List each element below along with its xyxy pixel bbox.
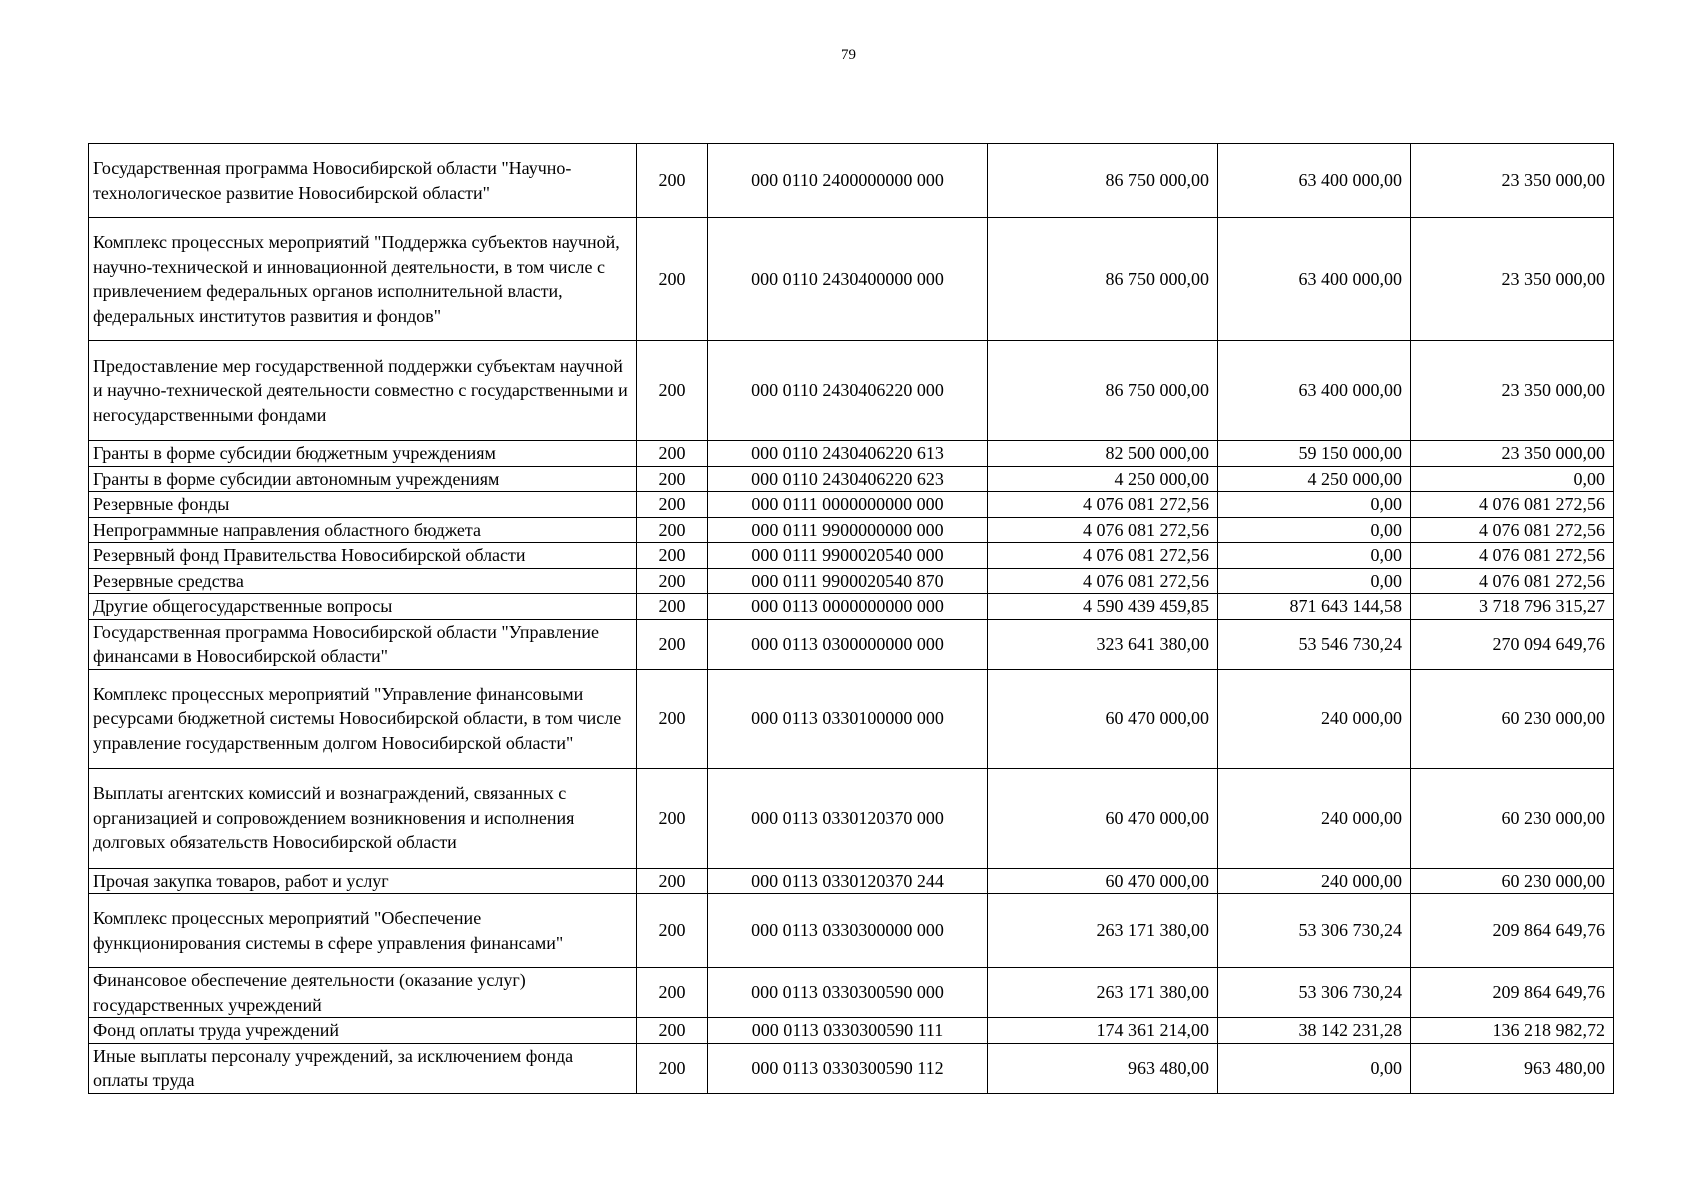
row-name-cell: Выплаты агентских комиссий и вознаграждений, связанных с организацией и сопровождением возникновения и исполнения долговых обязательств Новосибирской области (89, 768, 637, 868)
row-amount-executed-cell: 0,00 (1218, 543, 1411, 569)
table-row (89, 768, 1614, 868)
row-admin-code-cell: 200 (637, 868, 708, 894)
row-amount-approved-cell: 263 171 380,00 (988, 968, 1218, 1018)
row-amount-executed-cell: 0,00 (1218, 568, 1411, 594)
row-amount-remaining-cell: 270 094 649,76 (1411, 619, 1614, 669)
row-amount-remaining-cell: 23 350 000,00 (1411, 218, 1614, 341)
row-budget-code-cell: 000 0110 2430406220 000 (708, 341, 988, 441)
row-name-cell: Гранты в форме субсидии автономным учреждениям (89, 466, 637, 492)
table-row (89, 894, 1614, 968)
row-amount-remaining-cell: 4 076 081 272,56 (1411, 492, 1614, 518)
row-amount-approved-cell: 86 750 000,00 (988, 144, 1218, 218)
row-amount-remaining-cell: 60 230 000,00 (1411, 768, 1614, 868)
row-amount-approved-cell: 263 171 380,00 (988, 894, 1218, 968)
row-budget-code-cell: 000 0111 9900020540 870 (708, 568, 988, 594)
table-row (89, 968, 1614, 1018)
table-row (89, 341, 1614, 441)
row-budget-code-cell: 000 0113 0330300000 000 (708, 894, 988, 968)
row-amount-approved-cell: 60 470 000,00 (988, 768, 1218, 868)
page-number: 79 (841, 47, 856, 63)
row-amount-remaining-cell: 23 350 000,00 (1411, 341, 1614, 441)
row-amount-approved-cell: 4 076 081 272,56 (988, 543, 1218, 569)
row-amount-executed-cell: 240 000,00 (1218, 868, 1411, 894)
row-name-cell: Комплекс процессных мероприятий "Обеспечение функционирования системы в сфере управления финансами" (89, 894, 637, 968)
row-name-cell: Финансовое обеспечение деятельности (оказание услуг) государственных учреждений (89, 968, 637, 1018)
row-budget-code-cell: 000 0110 2430406220 613 (708, 441, 988, 467)
row-amount-approved-cell: 963 480,00 (988, 1043, 1218, 1093)
row-amount-remaining-cell: 0,00 (1411, 466, 1614, 492)
row-amount-remaining-cell: 23 350 000,00 (1411, 144, 1614, 218)
row-budget-code-cell: 000 0110 2430400000 000 (708, 218, 988, 341)
row-admin-code-cell: 200 (637, 543, 708, 569)
row-amount-approved-cell: 4 076 081 272,56 (988, 568, 1218, 594)
row-amount-approved-cell: 86 750 000,00 (988, 218, 1218, 341)
row-admin-code-cell: 200 (637, 594, 708, 620)
row-amount-executed-cell: 4 250 000,00 (1218, 466, 1411, 492)
row-amount-executed-cell: 0,00 (1218, 1043, 1411, 1093)
row-amount-remaining-cell: 23 350 000,00 (1411, 441, 1614, 467)
table-row (89, 543, 1614, 569)
row-name-cell: Государственная программа Новосибирской области "Научно-технологическое развитие Новосибирской области" (89, 144, 637, 218)
table-row (89, 441, 1614, 467)
row-amount-remaining-cell: 60 230 000,00 (1411, 669, 1614, 768)
row-admin-code-cell: 200 (637, 1018, 708, 1044)
row-budget-code-cell: 000 0113 0000000000 000 (708, 594, 988, 620)
budget-table-body (89, 144, 1614, 1094)
row-amount-approved-cell: 82 500 000,00 (988, 441, 1218, 467)
row-budget-code-cell: 000 0113 0330100000 000 (708, 669, 988, 768)
row-name-cell: Прочая закупка товаров, работ и услуг (89, 868, 637, 894)
row-admin-code-cell: 200 (637, 669, 708, 768)
row-admin-code-cell: 200 (637, 619, 708, 669)
row-name-cell: Гранты в форме субсидии бюджетным учреждениям (89, 441, 637, 467)
row-name-cell: Иные выплаты персоналу учреждений, за исключением фонда оплаты труда (89, 1043, 637, 1093)
row-amount-remaining-cell: 3 718 796 315,27 (1411, 594, 1614, 620)
row-admin-code-cell: 200 (637, 492, 708, 518)
row-amount-executed-cell: 53 306 730,24 (1218, 894, 1411, 968)
row-amount-executed-cell: 0,00 (1218, 492, 1411, 518)
row-name-cell: Комплекс процессных мероприятий "Поддержка субъектов научной, научно-технической и инновационной деятельности, в том числе с привлечением федеральных органов исполнительной власти, федеральных институтов развития и фондов" (89, 218, 637, 341)
row-admin-code-cell: 200 (637, 768, 708, 868)
row-name-cell: Комплекс процессных мероприятий "Управление финансовыми ресурсами бюджетной системы Новосибирской области, в том числе управление государственным долгом Новосибирской области" (89, 669, 637, 768)
row-name-cell: Непрограммные направления областного бюджета (89, 517, 637, 543)
row-amount-executed-cell: 0,00 (1218, 517, 1411, 543)
row-amount-executed-cell: 240 000,00 (1218, 669, 1411, 768)
row-amount-remaining-cell: 4 076 081 272,56 (1411, 517, 1614, 543)
row-amount-remaining-cell: 4 076 081 272,56 (1411, 543, 1614, 569)
row-budget-code-cell: 000 0113 0300000000 000 (708, 619, 988, 669)
table-row (89, 1018, 1614, 1044)
row-amount-approved-cell: 174 361 214,00 (988, 1018, 1218, 1044)
table-row (89, 218, 1614, 341)
row-amount-approved-cell: 4 250 000,00 (988, 466, 1218, 492)
row-amount-remaining-cell: 209 864 649,76 (1411, 968, 1614, 1018)
row-budget-code-cell: 000 0111 0000000000 000 (708, 492, 988, 518)
row-admin-code-cell: 200 (637, 466, 708, 492)
row-amount-approved-cell: 323 641 380,00 (988, 619, 1218, 669)
row-amount-approved-cell: 4 590 439 459,85 (988, 594, 1218, 620)
row-budget-code-cell: 000 0111 9900020540 000 (708, 543, 988, 569)
table-row (89, 466, 1614, 492)
row-amount-remaining-cell: 963 480,00 (1411, 1043, 1614, 1093)
row-amount-executed-cell: 53 546 730,24 (1218, 619, 1411, 669)
row-name-cell: Фонд оплаты труда учреждений (89, 1018, 637, 1044)
row-amount-approved-cell: 60 470 000,00 (988, 868, 1218, 894)
table-row (89, 492, 1614, 518)
row-amount-executed-cell: 63 400 000,00 (1218, 144, 1411, 218)
row-budget-code-cell: 000 0113 0330300590 112 (708, 1043, 988, 1093)
row-admin-code-cell: 200 (637, 144, 708, 218)
row-amount-remaining-cell: 4 076 081 272,56 (1411, 568, 1614, 594)
row-amount-executed-cell: 63 400 000,00 (1218, 218, 1411, 341)
row-name-cell: Резервные средства (89, 568, 637, 594)
row-budget-code-cell: 000 0113 0330300590 000 (708, 968, 988, 1018)
row-budget-code-cell: 000 0113 0330300590 111 (708, 1018, 988, 1044)
row-amount-remaining-cell: 209 864 649,76 (1411, 894, 1614, 968)
table-row (89, 568, 1614, 594)
row-amount-approved-cell: 60 470 000,00 (988, 669, 1218, 768)
row-amount-executed-cell: 871 643 144,58 (1218, 594, 1411, 620)
budget-table (88, 143, 1614, 1094)
table-row (89, 144, 1614, 218)
table-row (89, 1043, 1614, 1093)
row-name-cell: Резервный фонд Правительства Новосибирской области (89, 543, 637, 569)
table-row (89, 594, 1614, 620)
row-budget-code-cell: 000 0113 0330120370 000 (708, 768, 988, 868)
row-admin-code-cell: 200 (637, 218, 708, 341)
row-admin-code-cell: 200 (637, 968, 708, 1018)
row-budget-code-cell: 000 0110 2430406220 623 (708, 466, 988, 492)
row-amount-approved-cell: 4 076 081 272,56 (988, 492, 1218, 518)
row-admin-code-cell: 200 (637, 1043, 708, 1093)
row-name-cell: Государственная программа Новосибирской области "Управление финансами в Новосибирской области" (89, 619, 637, 669)
row-amount-executed-cell: 38 142 231,28 (1218, 1018, 1411, 1044)
row-budget-code-cell: 000 0110 2400000000 000 (708, 144, 988, 218)
row-amount-remaining-cell: 60 230 000,00 (1411, 868, 1614, 894)
table-row (89, 669, 1614, 768)
row-admin-code-cell: 200 (637, 568, 708, 594)
row-budget-code-cell: 000 0111 9900000000 000 (708, 517, 988, 543)
row-amount-remaining-cell: 136 218 982,72 (1411, 1018, 1614, 1044)
row-amount-approved-cell: 86 750 000,00 (988, 341, 1218, 441)
row-admin-code-cell: 200 (637, 517, 708, 543)
row-name-cell: Предоставление мер государственной поддержки субъектам научной и научно-технической деятельности совместно с государственными и негосударственными фондами (89, 341, 637, 441)
row-budget-code-cell: 000 0113 0330120370 244 (708, 868, 988, 894)
row-admin-code-cell: 200 (637, 894, 708, 968)
row-amount-executed-cell: 63 400 000,00 (1218, 341, 1411, 441)
table-row (89, 619, 1614, 669)
row-name-cell: Другие общегосударственные вопросы (89, 594, 637, 620)
row-name-cell: Резервные фонды (89, 492, 637, 518)
table-row (89, 868, 1614, 894)
row-amount-executed-cell: 59 150 000,00 (1218, 441, 1411, 467)
row-admin-code-cell: 200 (637, 341, 708, 441)
row-amount-executed-cell: 53 306 730,24 (1218, 968, 1411, 1018)
row-admin-code-cell: 200 (637, 441, 708, 467)
row-amount-approved-cell: 4 076 081 272,56 (988, 517, 1218, 543)
row-amount-executed-cell: 240 000,00 (1218, 768, 1411, 868)
table-row (89, 517, 1614, 543)
